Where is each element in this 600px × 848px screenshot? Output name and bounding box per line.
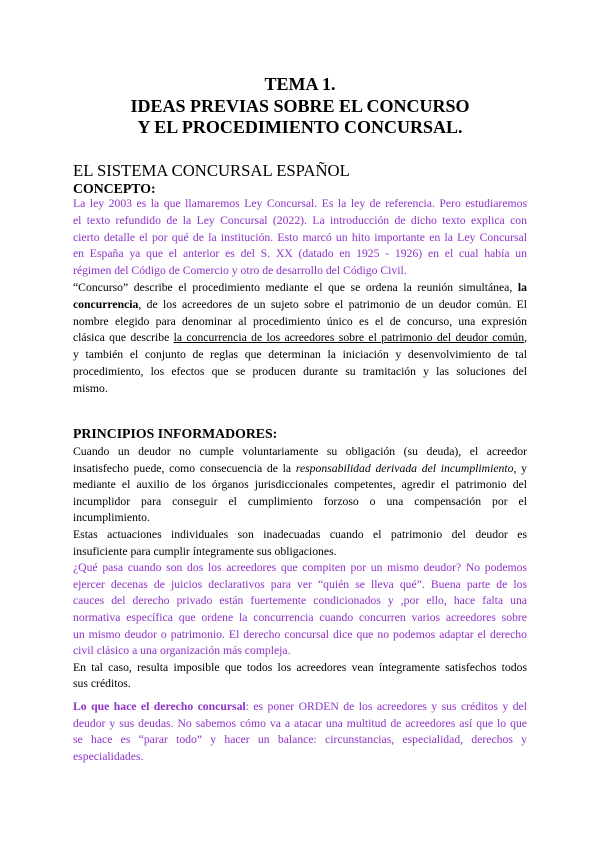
note-paragraph [73,196,527,280]
paragraph [73,660,527,693]
text-run: “Concurso” describe el procedimiento mediante el que se ordena la reunión simultánea, [73,280,518,294]
paragraph-line: normativa específica que ordene la concurrencia cuando concurren varios acreedores sobre [73,610,527,624]
paragraph [73,444,527,527]
paragraph-line: y también el conjunto de reglas que determinan la iniciación y desenvolvimiento de tal [73,348,527,362]
bold-text: concurrencia [73,297,139,311]
text-run: y [516,461,527,475]
title-line: TEMA 1. [264,74,336,94]
paragraph-line [73,297,527,314]
note-paragraph [73,699,527,765]
text-run: , [524,331,527,345]
paragraph-line [73,699,527,716]
paragraph-line: mismo. [73,381,108,395]
title-line: IDEAS PREVIAS SOBRE EL CONCURSO [130,95,470,116]
paragraph-line: ¿Qué pasa cuando son dos los acreedores que compiten por un mismo deudor? No podemos [73,561,527,575]
concepto-body [73,196,527,398]
paragraph-line: cauces del derecho privado están fuertemente condicionados y ,por ello, hace falta una [73,594,527,608]
subsection-heading-principios: PRINCIPIOS INFORMADORES: [73,426,278,441]
bold-text: la [517,280,527,294]
paragraph-line: cierto detalle el por qué de la institución. Esto marcó un hito importante en la Ley Concursal [73,230,527,244]
title-line: Y EL PROCEDIMIENTO CONCURSAL. [137,117,463,137]
paragraph-line [73,461,527,478]
definition-paragraph [73,280,527,398]
paragraph-line: incumplimiento. [73,511,150,525]
paragraph-line: incumplidor para conseguir el cumplimiento forzoso o una compensación por el [73,494,527,508]
paragraph-line: un mismo deudor o patrimonio. El derecho concursal dice que no podemos adaptar el derecho [73,627,527,641]
paragraph-line: especialidades. [73,749,144,763]
paragraph-line: el texto refundido de la Ley Concursal (2022). La introducción de dicho texto explica con [73,213,527,227]
text-run: , de los acreedores de un sujeto sobre el patrimonio de un deudor común. El [138,297,527,311]
paragraph-line: procedimiento, los efectos que se producen durante su tramitación y las soluciones del [73,364,527,378]
paragraph-line [73,330,527,347]
paragraph-line: Estas actuaciones individuales son inadecuadas cuando el patrimonio del deudor es [73,527,527,541]
paragraph-line: régimen del Código de Comercio y otro de desarrollo del Código Civil. [73,264,407,278]
paragraph-line: se hace es “parar todo” y hacer un balance: circunstancias, especialidad, derechos y [73,733,527,747]
italic-text: responsabilidad derivada del incumplimiento, [295,461,517,475]
underlined-text: la concurrencia de los acreedores sobre el patrimonio del deudor común [173,331,525,345]
paragraph-line: En tal caso, resulta imposible que todos los acreedores vean íntegramente satisfechos todos [73,660,527,674]
paragraph-line: Cuando un deudor no cumple voluntariamente su obligación (su deuda), el acreedor [73,445,527,458]
note-paragraph [73,560,527,660]
text-run: : es poner ORDEN de los acreedores y sus créditos y del [245,699,527,713]
document-title [0,74,600,139]
paragraph-line: deudor y sus deudas. No sabemos cómo va a atacar una multitud de acreedores así que lo que [73,716,527,730]
paragraph-line: La ley 2003 es la que llamaremos Ley Concursal. Es la ley de referencia. Pero estudiaremos [73,197,527,210]
paragraph-line: civil clásico a una organización más compleja. [73,644,291,658]
paragraph [73,527,527,560]
paragraph-line: sus créditos. [73,677,131,691]
bold-text: Lo que hace el derecho concursal [73,699,246,713]
principios-body [73,444,527,765]
text-run: clásica que describe [73,331,174,345]
subsection-heading-concepto: CONCEPTO: [73,181,156,196]
paragraph-line: nombre elegido para denominar al procedimiento único es el de concurso, una expresión [73,314,527,328]
section-heading: EL SISTEMA CONCURSAL ESPAÑOL [73,161,350,180]
paragraph-line: mediante el auxilio de los órganos jurisdiccionales competentes, agredir el patrimonio del [73,478,527,492]
paragraph-line [73,280,527,297]
paragraph-line: ejercer decenas de juicios declarativos para ver “quién se lleva qué”. Buena parte de los [73,577,527,591]
paragraph-line: en España ya que el anterior es del S. XX (datado en 1925 - 1926) en el cual había un [73,247,527,261]
paragraph-line: insuficiente para cumplir íntegramente sus obligaciones. [73,544,337,558]
text-run: insatisfecho puede, como consecuencia de la [73,461,296,475]
